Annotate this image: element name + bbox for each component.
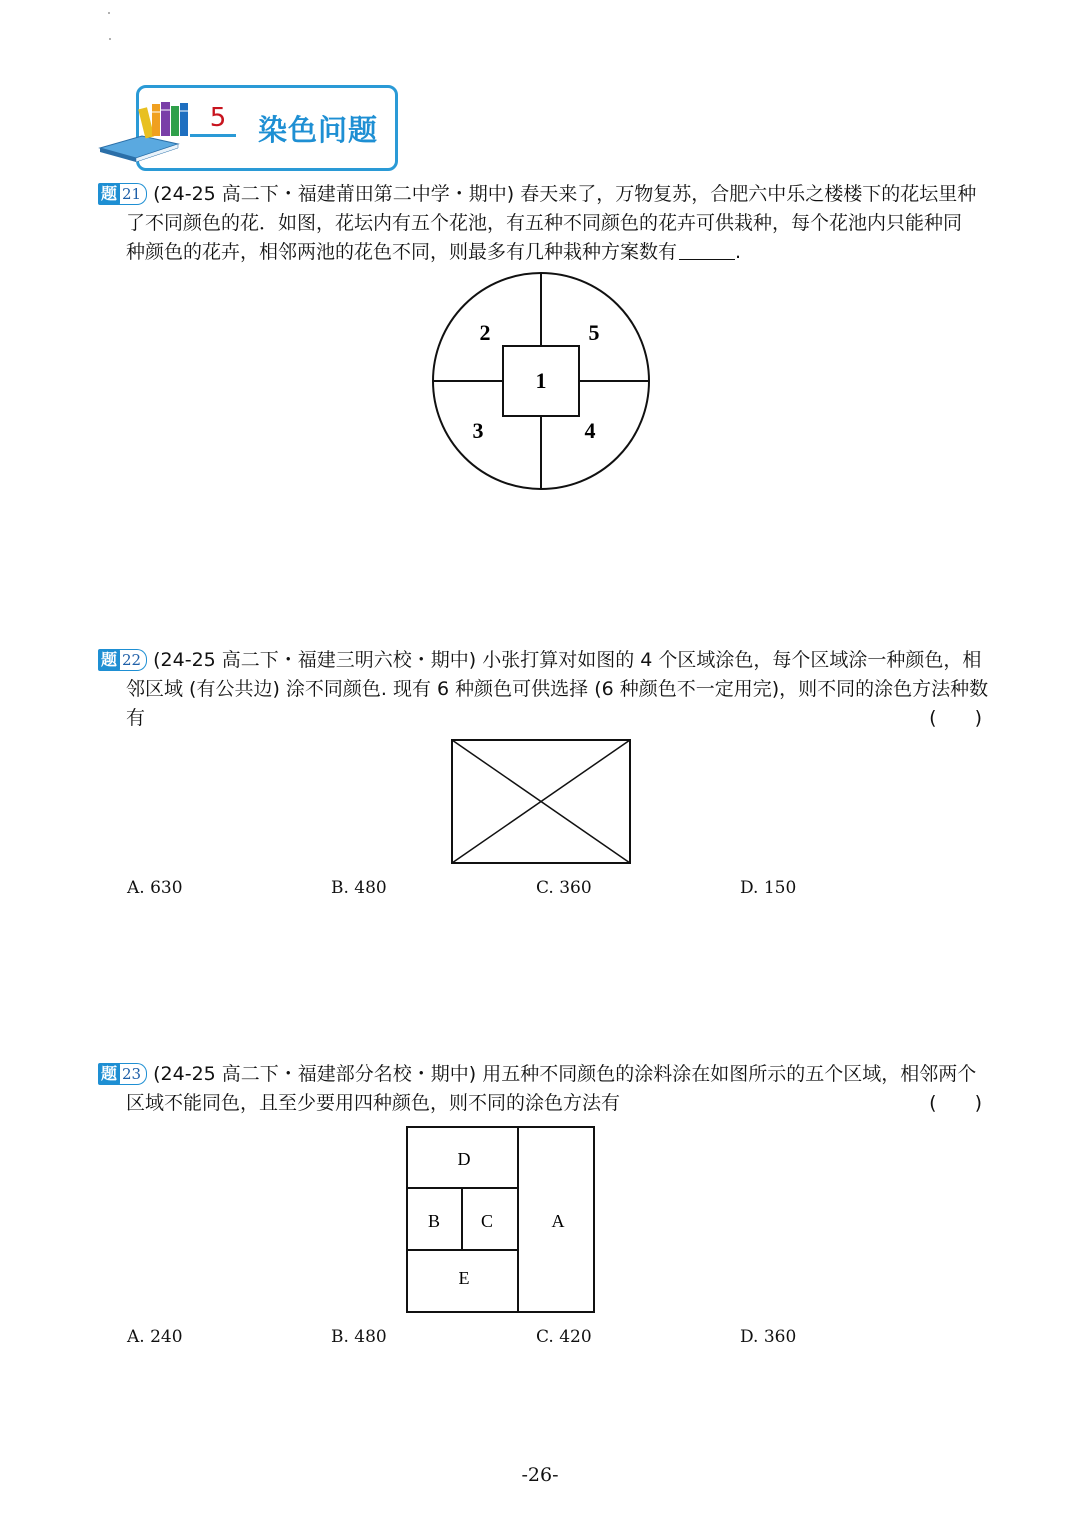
question-text: (24-25 高二下・福建部分名校・期中) 用五种不同颜色的涂料涂在如图所示的五个区域，相邻两个 [153, 1063, 977, 1085]
rectangle-figure [450, 738, 634, 866]
answer-parentheses: ( ) [929, 1092, 982, 1114]
option-c[interactable]: C. 360 [536, 878, 592, 898]
question-line [98, 704, 988, 733]
question-line [98, 1060, 988, 1089]
option-a[interactable]: A. 240 [127, 1327, 183, 1347]
question-line [98, 209, 988, 238]
question-line [98, 675, 988, 704]
question-23 [98, 1060, 988, 1118]
section-number: 5 [209, 103, 227, 133]
question-text: 区域不能同色，且至少要用四种颜色，则不同的涂色方法有 [126, 1092, 621, 1114]
scan-dot [108, 12, 110, 14]
region-label-c: C [480, 1211, 494, 1231]
question-text-suffix: . [735, 241, 742, 263]
question-number: 21 [118, 183, 147, 205]
region-label-1: 1 [535, 368, 547, 393]
region-label-3: 3 [472, 418, 484, 443]
question-tag: 题 [98, 1063, 120, 1085]
option-d[interactable]: D. 150 [740, 878, 797, 898]
question-text: 有 [126, 707, 146, 729]
question-line [98, 238, 988, 267]
option-c[interactable]: C. 420 [536, 1327, 592, 1347]
option-d[interactable]: D. 360 [740, 1327, 797, 1347]
region-label-e: E [458, 1268, 470, 1288]
option-b[interactable]: B. 480 [331, 878, 387, 898]
question-text: 邻区域 (有公共边) 涂不同颜色. 现有 6 种颜色可供选择 (6 种颜色不一定用完)，则不同的涂色方法种数 [126, 678, 989, 700]
page-number: -26- [521, 1464, 559, 1486]
question-21 [98, 180, 988, 267]
option-b[interactable]: B. 480 [331, 1327, 387, 1347]
region-label-4: 4 [584, 418, 596, 443]
question-text: 了不同颜色的花．如图，花坛内有五个花池，有五种不同颜色的花卉可供栽种，每个花池内只能种同 [126, 212, 963, 234]
scan-dot [109, 38, 111, 40]
region-label-a: A [551, 1211, 565, 1231]
region-grid-figure [404, 1124, 598, 1316]
option-a[interactable]: A. 630 [127, 878, 183, 898]
books-icon [98, 100, 194, 162]
question-line [98, 180, 988, 209]
question-text: (24-25 高二下・福建三明六校・期中) 小张打算对如图的 4 个区域涂色，每个区域涂一种颜色，相 [153, 649, 982, 671]
flowerbed-figure [428, 268, 654, 494]
region-label-2: 2 [479, 320, 491, 345]
section-title: 染色问题 [258, 113, 379, 147]
question-text: 种颜色的花卉，相邻两池的花色不同，则最多有几种栽种方案数有 [126, 241, 678, 263]
question-22 [98, 646, 988, 733]
region-label-d: D [457, 1149, 471, 1169]
options-23 [127, 1327, 947, 1355]
question-number: 23 [118, 1063, 147, 1085]
question-tag: 题 [98, 183, 120, 205]
question-tag: 题 [98, 649, 120, 671]
question-line [98, 646, 988, 675]
region-label-5: 5 [588, 320, 600, 345]
question-number: 22 [118, 649, 147, 671]
question-text: (24-25 高二下・福建莆田第二中学・期中) 春天来了，万物复苏，合肥六中乐之楼楼下的花坛里种 [153, 183, 977, 205]
answer-parentheses: ( ) [929, 707, 982, 729]
answer-blank [679, 241, 735, 260]
options-22 [127, 878, 947, 906]
question-line [98, 1089, 988, 1118]
region-label-b: B [427, 1211, 441, 1231]
section-number-underline [190, 134, 236, 137]
